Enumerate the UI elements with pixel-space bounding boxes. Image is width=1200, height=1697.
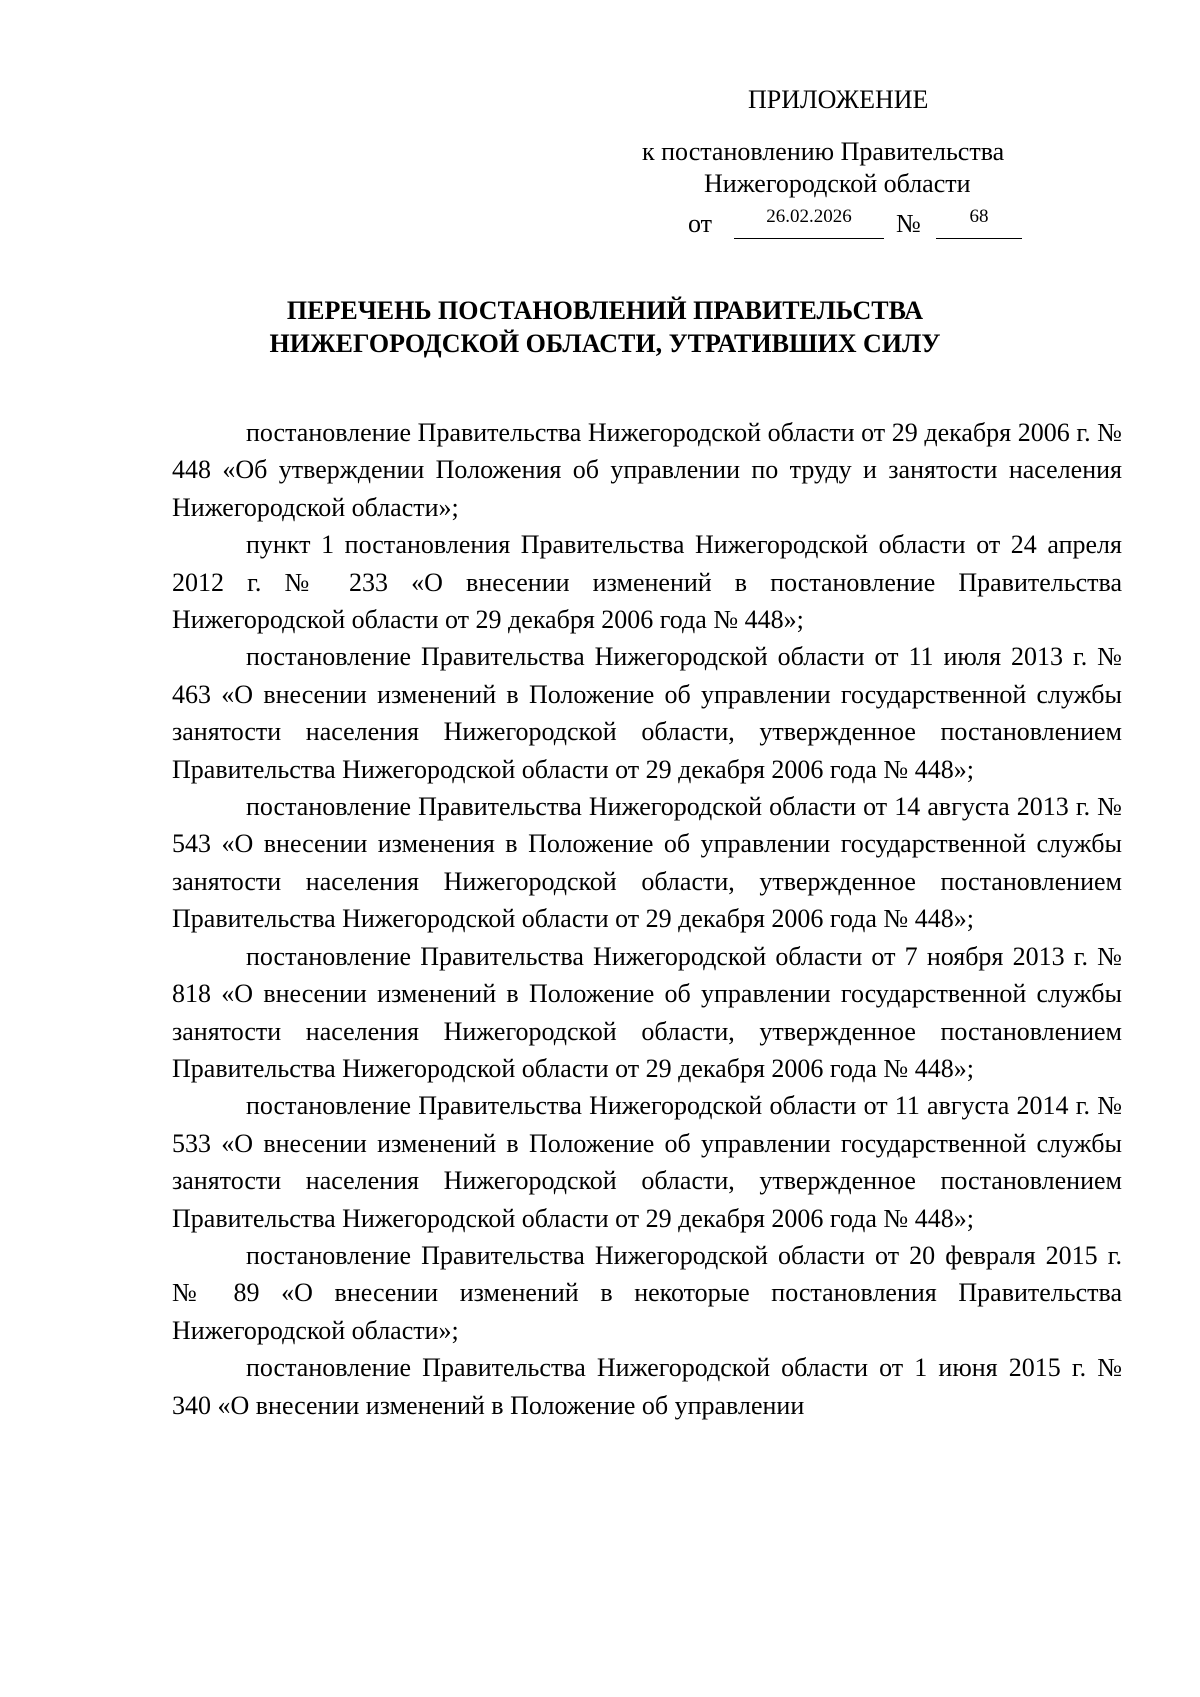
document-heading <box>160 294 1050 360</box>
number-sign: № <box>896 209 921 238</box>
from-label: от <box>688 209 713 238</box>
appendix-region-line: Нижегородской области <box>704 169 971 198</box>
list-item: постановление Правительства Нижегородской области от 7 ноября 2013 г. № 818 «О внесении изменений в Положение об управлении государственной службы занятости населения Нижегородской области, утвержденное постановлением Правительства Нижегородской области от 29 декабря 2006 года № 448»; <box>172 941 1122 1083</box>
list-item: постановление Правительства Нижегородской области от 11 июля 2013 г. № 463 «О внесении изменений в Положение об управлении государственной службы занятости населения Нижегородской области, утвержденное постановлением Правительства Нижегородской области от 29 декабря 2006 года № 448»; <box>172 642 1122 784</box>
appendix-date-line <box>688 202 1048 242</box>
list-item: пункт 1 постановления Правительства Нижегородской области от 24 апреля 2012 г. № 233 «О внесении изменений в постановление Правительства Нижегородской области от 29 декабря 2006 года № 448»; <box>172 530 1122 635</box>
resolutions-list <box>172 414 1122 1424</box>
list-item: постановление Правительства Нижегородской области от 11 августа 2014 г. № 533 «О внесении изменений в Положение об управлении государственной службы занятости населения Нижегородской области, утвержденное постановлением Правительства Нижегородской области от 29 декабря 2006 года № 448»; <box>172 1091 1122 1233</box>
list-item: постановление Правительства Нижегородской области от 29 декабря 2006 г. № 448 «Об утверждении Положения об управлении по труду и занятости населения Нижегородской области»; <box>172 418 1122 522</box>
list-item: постановление Правительства Нижегородской области от 20 февраля 2015 г. № 89 «О внесении изменений в некоторые постановления Правительства Нижегородской области»; <box>172 1240 1122 1345</box>
list-item: постановление Правительства Нижегородской области от 14 августа 2013 г. № 543 «О внесении изменения в Положение об управлении государственной службы занятости населения Нижегородской области, утвержденное постановлением Правительства Нижегородской области от 29 декабря 2006 года № 448»; <box>172 792 1122 934</box>
heading-line-1: ПЕРЕЧЕНЬ ПОСТАНОВЛЕНИЙ ПРАВИТЕЛЬСТВА <box>286 296 924 325</box>
number-field: 68 <box>936 202 1022 239</box>
date-field: 26.02.2026 <box>734 202 884 239</box>
list-item: постановление Правительства Нижегородской области от 1 июня 2015 г. № 340 «О внесении изменений в Положение об управлении <box>172 1353 1122 1420</box>
appendix-title: ПРИЛОЖЕНИЕ <box>748 85 929 114</box>
appendix-reference-line: к постановлению Правительства <box>642 137 1005 166</box>
heading-line-2: НИЖЕГОРОДСКОЙ ОБЛАСТИ, УТРАТИВШИХ СИЛУ <box>269 329 941 358</box>
